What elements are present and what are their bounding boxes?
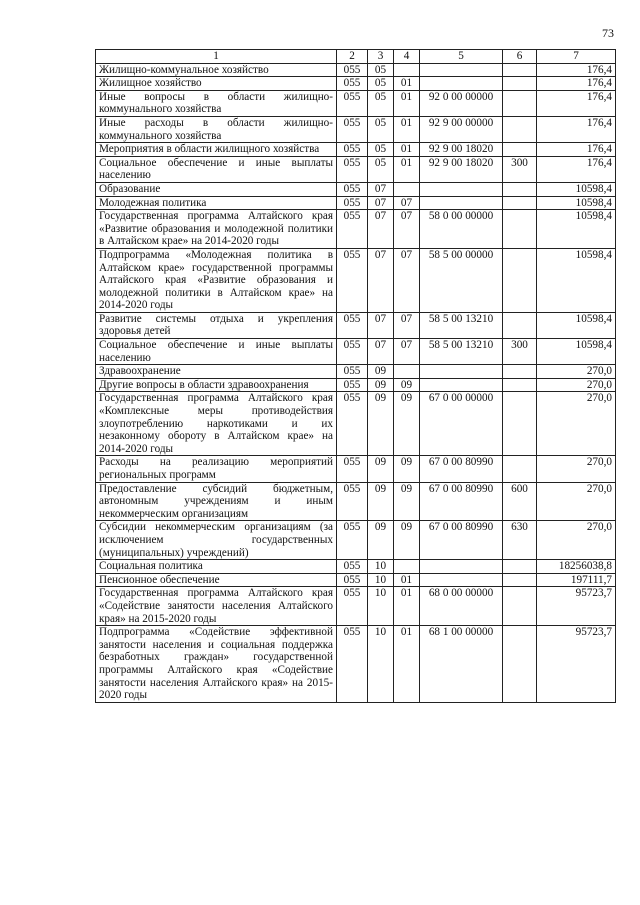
cell-gr: 055 [337, 482, 368, 521]
table-row [96, 392, 616, 456]
cell-pr: 09 [394, 482, 420, 521]
header-cell: 2 [337, 50, 368, 64]
cell-name: Государственная программа Алтайского края «Развитие образования и молодежной политики в Алтайском крае» на 2014-2020 годы [96, 210, 337, 249]
cell-pr [394, 365, 420, 379]
cell-csr: 58 5 00 00000 [420, 248, 503, 312]
cell-csr: 58 5 00 13210 [420, 339, 503, 365]
cell-sum: 197111,7 [537, 573, 616, 587]
cell-gr: 055 [337, 573, 368, 587]
cell-name: Социальное обеспечение и иные выплаты населению [96, 156, 337, 182]
header-cell: 4 [394, 50, 420, 64]
cell-vr [503, 378, 537, 392]
cell-name: Молодежная политика [96, 196, 337, 210]
cell-sum: 270,0 [537, 392, 616, 456]
cell-csr: 67 0 00 80990 [420, 482, 503, 521]
cell-rz: 07 [368, 339, 394, 365]
cell-vr [503, 312, 537, 338]
cell-rz: 10 [368, 587, 394, 626]
cell-name: Образование [96, 182, 337, 196]
cell-csr: 92 9 00 18020 [420, 143, 503, 157]
table-row [96, 248, 616, 312]
table-row [96, 560, 616, 574]
cell-sum: 176,4 [537, 63, 616, 77]
cell-pr: 01 [394, 587, 420, 626]
cell-sum: 10598,4 [537, 339, 616, 365]
cell-name: Подпрограмма «Молодежная политика в Алтайском крае» государственной программы Алтайского края «Развитие образования и молодежной политики в Алтайском крае» на 2014-2020 годы [96, 248, 337, 312]
cell-name: Подпрограмма «Содействие эффективной занятости населения и социальная поддержка безработных граждан» государственной программы Алтайского края «Содействие занятости населения Алтайского края» на 2015-2020 годы [96, 626, 337, 703]
cell-vr [503, 560, 537, 574]
table-row [96, 312, 616, 338]
cell-sum: 270,0 [537, 378, 616, 392]
table-row [96, 626, 616, 703]
cell-vr [503, 143, 537, 157]
cell-sum: 176,4 [537, 90, 616, 116]
cell-gr: 055 [337, 182, 368, 196]
header-cell: 7 [537, 50, 616, 64]
cell-pr [394, 560, 420, 574]
table-row [96, 63, 616, 77]
cell-sum: 270,0 [537, 521, 616, 560]
cell-csr: 68 0 00 00000 [420, 587, 503, 626]
cell-sum: 176,4 [537, 77, 616, 91]
cell-pr [394, 182, 420, 196]
table-row [96, 573, 616, 587]
cell-name: Государственная программа Алтайского края «Комплексные меры противодействия злоупотреблению наркотиками и их незаконному обороту в Алтайском крае» на 2014-2020 годы [96, 392, 337, 456]
cell-csr [420, 77, 503, 91]
cell-pr: 01 [394, 156, 420, 182]
cell-name: Пенсионное обеспечение [96, 573, 337, 587]
cell-vr [503, 365, 537, 379]
cell-csr: 92 9 00 00000 [420, 116, 503, 142]
cell-rz: 09 [368, 392, 394, 456]
cell-sum: 270,0 [537, 365, 616, 379]
table-row [96, 521, 616, 560]
header-cell: 3 [368, 50, 394, 64]
cell-name: Государственная программа Алтайского края «Содействие занятости населения Алтайского края» на 2015-2020 годы [96, 587, 337, 626]
cell-gr: 055 [337, 626, 368, 703]
cell-gr: 055 [337, 339, 368, 365]
table-row [96, 196, 616, 210]
cell-csr [420, 573, 503, 587]
cell-pr: 01 [394, 143, 420, 157]
cell-name: Здравоохранение [96, 365, 337, 379]
header-cell: 6 [503, 50, 537, 64]
cell-csr [420, 365, 503, 379]
cell-vr [503, 248, 537, 312]
cell-sum: 95723,7 [537, 587, 616, 626]
budget-table [95, 49, 616, 703]
cell-pr: 01 [394, 90, 420, 116]
cell-rz: 07 [368, 210, 394, 249]
cell-vr: 600 [503, 482, 537, 521]
cell-sum: 18256038,8 [537, 560, 616, 574]
cell-csr: 68 1 00 00000 [420, 626, 503, 703]
table-row [96, 378, 616, 392]
cell-rz: 05 [368, 77, 394, 91]
cell-vr [503, 116, 537, 142]
cell-gr: 055 [337, 560, 368, 574]
table-row [96, 143, 616, 157]
cell-gr: 055 [337, 116, 368, 142]
cell-name: Социальная политика [96, 560, 337, 574]
table-body [96, 63, 616, 702]
cell-csr: 58 0 00 00000 [420, 210, 503, 249]
cell-name: Мероприятия в области жилищного хозяйства [96, 143, 337, 157]
cell-pr: 01 [394, 573, 420, 587]
table-row [96, 482, 616, 521]
cell-vr [503, 196, 537, 210]
cell-rz: 05 [368, 143, 394, 157]
cell-sum: 10598,4 [537, 248, 616, 312]
cell-csr [420, 378, 503, 392]
cell-rz: 09 [368, 378, 394, 392]
cell-pr: 01 [394, 626, 420, 703]
cell-csr: 67 0 00 80990 [420, 456, 503, 482]
cell-sum: 10598,4 [537, 210, 616, 249]
cell-rz: 10 [368, 626, 394, 703]
cell-gr: 055 [337, 378, 368, 392]
cell-sum: 176,4 [537, 116, 616, 142]
cell-vr [503, 77, 537, 91]
cell-vr [503, 456, 537, 482]
cell-pr: 07 [394, 210, 420, 249]
cell-pr: 09 [394, 378, 420, 392]
cell-gr: 055 [337, 521, 368, 560]
cell-pr: 09 [394, 521, 420, 560]
cell-csr: 58 5 00 13210 [420, 312, 503, 338]
cell-rz: 10 [368, 560, 394, 574]
cell-name: Расходы на реализацию мероприятий региональных программ [96, 456, 337, 482]
cell-gr: 055 [337, 456, 368, 482]
cell-sum: 10598,4 [537, 312, 616, 338]
cell-sum: 95723,7 [537, 626, 616, 703]
cell-pr: 07 [394, 339, 420, 365]
table-row [96, 182, 616, 196]
cell-gr: 055 [337, 587, 368, 626]
cell-rz: 09 [368, 456, 394, 482]
cell-csr [420, 182, 503, 196]
cell-pr [394, 63, 420, 77]
cell-vr: 300 [503, 339, 537, 365]
cell-gr: 055 [337, 392, 368, 456]
cell-csr: 92 0 00 00000 [420, 90, 503, 116]
cell-gr: 055 [337, 365, 368, 379]
cell-csr [420, 196, 503, 210]
cell-rz: 09 [368, 365, 394, 379]
cell-rz: 07 [368, 182, 394, 196]
table-row [96, 339, 616, 365]
cell-vr [503, 587, 537, 626]
cell-csr [420, 63, 503, 77]
cell-name: Жилищно-коммунальное хозяйство [96, 63, 337, 77]
cell-name: Развитие системы отдыха и укрепления здоровья детей [96, 312, 337, 338]
cell-vr [503, 90, 537, 116]
cell-name: Иные расходы в области жилищно-коммунального хозяйства [96, 116, 337, 142]
table-row [96, 156, 616, 182]
cell-gr: 055 [337, 77, 368, 91]
table-row [96, 456, 616, 482]
cell-csr [420, 560, 503, 574]
cell-sum: 10598,4 [537, 182, 616, 196]
cell-gr: 055 [337, 63, 368, 77]
cell-rz: 05 [368, 63, 394, 77]
cell-gr: 055 [337, 312, 368, 338]
cell-csr: 67 0 00 80990 [420, 521, 503, 560]
cell-pr: 01 [394, 77, 420, 91]
table-row [96, 116, 616, 142]
cell-vr [503, 626, 537, 703]
cell-rz: 05 [368, 116, 394, 142]
cell-name: Предоставление субсидий бюджетным, автономным учреждениям и иным некоммерческим организациям [96, 482, 337, 521]
table-row [96, 365, 616, 379]
cell-vr: 300 [503, 156, 537, 182]
cell-sum: 270,0 [537, 482, 616, 521]
cell-gr: 055 [337, 196, 368, 210]
cell-gr: 055 [337, 156, 368, 182]
table-row [96, 90, 616, 116]
header-row [96, 50, 616, 64]
cell-rz: 05 [368, 156, 394, 182]
cell-pr: 07 [394, 248, 420, 312]
cell-rz: 07 [368, 312, 394, 338]
cell-name: Иные вопросы в области жилищно-коммунального хозяйства [96, 90, 337, 116]
cell-sum: 176,4 [537, 143, 616, 157]
table-row [96, 210, 616, 249]
cell-csr: 67 0 00 00000 [420, 392, 503, 456]
cell-gr: 055 [337, 90, 368, 116]
cell-csr: 92 9 00 18020 [420, 156, 503, 182]
cell-name: Другие вопросы в области здравоохранения [96, 378, 337, 392]
cell-rz: 09 [368, 521, 394, 560]
cell-vr [503, 573, 537, 587]
cell-vr [503, 392, 537, 456]
page-number: 73 [602, 26, 614, 40]
cell-pr: 09 [394, 456, 420, 482]
cell-pr: 01 [394, 116, 420, 142]
table-row [96, 77, 616, 91]
cell-vr [503, 182, 537, 196]
cell-pr: 09 [394, 392, 420, 456]
cell-gr: 055 [337, 143, 368, 157]
cell-pr: 07 [394, 196, 420, 210]
cell-gr: 055 [337, 210, 368, 249]
cell-vr [503, 63, 537, 77]
cell-rz: 10 [368, 573, 394, 587]
header-cell: 5 [420, 50, 503, 64]
cell-rz: 07 [368, 196, 394, 210]
cell-rz: 09 [368, 482, 394, 521]
cell-pr: 07 [394, 312, 420, 338]
cell-name: Субсидии некоммерческим организациям (за исключением государственных (муниципальных) учреждений) [96, 521, 337, 560]
cell-sum: 10598,4 [537, 196, 616, 210]
cell-gr: 055 [337, 248, 368, 312]
header-cell: 1 [96, 50, 337, 64]
cell-vr: 630 [503, 521, 537, 560]
cell-name: Жилищное хозяйство [96, 77, 337, 91]
cell-sum: 176,4 [537, 156, 616, 182]
table-row [96, 587, 616, 626]
cell-vr [503, 210, 537, 249]
cell-sum: 270,0 [537, 456, 616, 482]
cell-rz: 07 [368, 248, 394, 312]
cell-name: Социальное обеспечение и иные выплаты населению [96, 339, 337, 365]
cell-rz: 05 [368, 90, 394, 116]
